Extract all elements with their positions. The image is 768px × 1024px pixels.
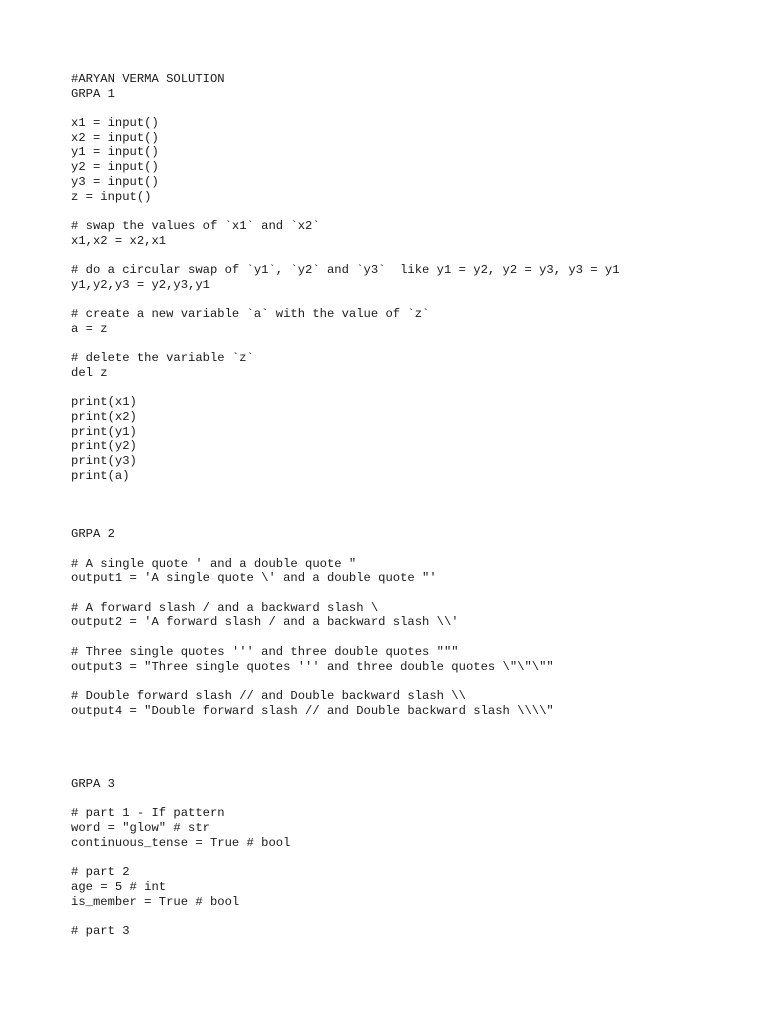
code-line: z = input() xyxy=(71,189,152,204)
code-line xyxy=(71,762,751,777)
code-line: GRPA 3 xyxy=(71,777,115,791)
code-line: GRPA 1 xyxy=(71,86,115,101)
code-line xyxy=(71,718,751,733)
code-line: output3 = "Three single quotes ''' and three double quotes \"\"\"" xyxy=(71,659,554,674)
code-line: y2 = input() xyxy=(71,160,159,175)
code-line: # delete the variable `z` xyxy=(71,351,254,366)
code-line: # swap the values of `x1` and `x2` xyxy=(71,218,320,233)
code-line xyxy=(71,733,751,748)
code-line xyxy=(71,483,751,498)
code-line: y1 = input() xyxy=(71,145,159,160)
code-line: print(y3) xyxy=(71,453,137,468)
code-line: continuous_tense = True # bool xyxy=(71,835,291,850)
code-line: output2 = 'A forward slash / and a backward slash \\' xyxy=(71,615,459,630)
code-line: print(x1) xyxy=(71,395,137,410)
code-line: print(a) xyxy=(71,468,130,483)
code-line: # create a new variable `a` with the value of `z` xyxy=(71,307,430,321)
code-line xyxy=(71,380,751,395)
code-line xyxy=(71,292,751,307)
code-line: output1 = 'A single quote \' and a double quote "' xyxy=(71,571,437,586)
code-line: # do a circular swap of `y1`, `y2` and `y3` like y1 = y2, y2 = y3, y3 = y1 xyxy=(71,262,620,277)
code-line: # part 3 xyxy=(71,923,130,938)
code-line: word = "glow" # str xyxy=(71,821,210,836)
code-line: #ARYAN VERMA SOLUTION xyxy=(71,72,225,86)
code-line xyxy=(71,674,751,689)
code-line: age = 5 # int xyxy=(71,879,167,894)
code-line xyxy=(71,513,751,528)
code-line: del z xyxy=(71,365,108,380)
code-line: print(y1) xyxy=(71,424,137,439)
code-line: print(y2) xyxy=(71,439,137,454)
code-line: # part 1 - If pattern xyxy=(71,806,225,821)
code-line xyxy=(71,498,751,513)
code-line: is_member = True # bool xyxy=(71,894,240,909)
code-line: y1,y2,y3 = y2,y3,y1 xyxy=(71,277,210,292)
code-line: x1 = input() xyxy=(71,116,159,131)
code-line: # Three single quotes ''' and three double quotes """ xyxy=(71,644,459,659)
code-line xyxy=(71,850,751,865)
code-line: # A forward slash / and a backward slash \ xyxy=(71,600,379,615)
code-line xyxy=(71,248,751,263)
code-line: # A single quote ' and a double quote " xyxy=(71,556,357,571)
code-line: # Double forward slash // and Double backward slash \\ xyxy=(71,688,466,703)
code-line: x2 = input() xyxy=(71,130,159,145)
code-listing xyxy=(71,72,751,939)
code-line: y3 = input() xyxy=(71,174,159,189)
code-line: a = z xyxy=(71,321,108,336)
code-line xyxy=(71,586,751,601)
code-line xyxy=(71,101,751,116)
code-line xyxy=(71,204,751,219)
code-line: x1,x2 = x2,x1 xyxy=(71,233,167,248)
code-line: GRPA 2 xyxy=(71,527,115,542)
code-line: # part 2 xyxy=(71,865,130,880)
code-line xyxy=(71,336,751,351)
code-line: output4 = "Double forward slash // and Double backward slash \\\\" xyxy=(71,703,554,718)
code-line xyxy=(71,909,751,924)
code-line xyxy=(71,748,751,763)
code-line xyxy=(71,792,751,807)
code-line xyxy=(71,542,751,557)
code-line xyxy=(71,630,751,645)
code-line: print(x2) xyxy=(71,409,137,424)
